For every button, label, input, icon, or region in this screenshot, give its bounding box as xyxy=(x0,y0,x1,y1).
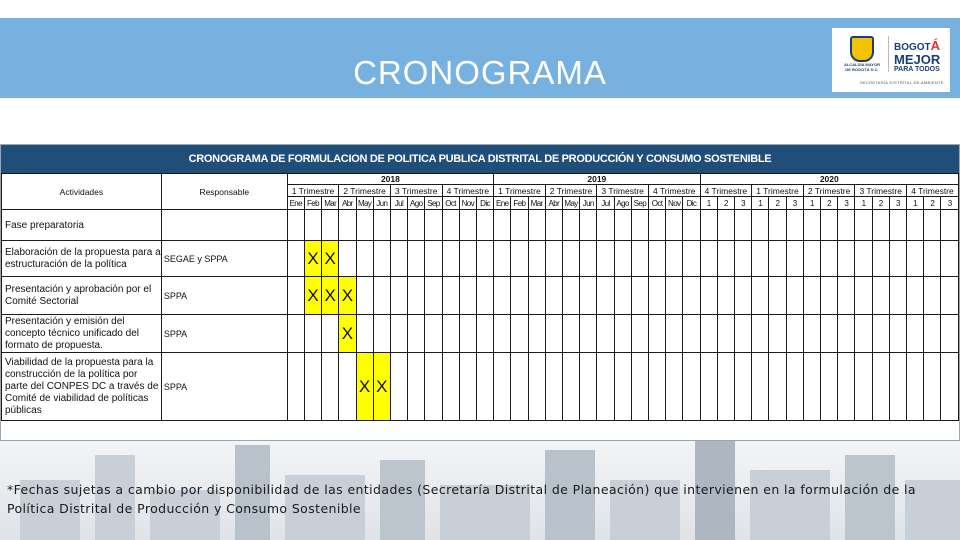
schedule-cell xyxy=(459,277,476,315)
schedule-cell xyxy=(562,277,579,315)
schedule-cell xyxy=(390,315,407,353)
schedule-cell xyxy=(752,277,769,315)
schedule-cell xyxy=(889,353,906,421)
schedule-cell xyxy=(941,241,959,277)
month-header: Feb xyxy=(511,197,528,210)
schedule-cell xyxy=(494,277,511,315)
schedule-cell xyxy=(683,241,700,277)
month-header: Abr xyxy=(545,197,562,210)
schedule-mark: X xyxy=(339,277,356,315)
schedule-cell xyxy=(803,277,820,315)
schedule-cell xyxy=(924,210,941,241)
schedule-cell xyxy=(838,315,855,353)
schedule-cell xyxy=(339,353,356,421)
schedule-cell xyxy=(408,315,425,353)
crest-icon xyxy=(850,36,874,62)
schedule-cell xyxy=(666,315,683,353)
schedule-cell xyxy=(545,210,562,241)
schedule-cell xyxy=(614,315,631,353)
schedule-cell xyxy=(597,315,614,353)
schedule-cell xyxy=(442,241,459,277)
month-header: Abr xyxy=(339,197,356,210)
schedule-cell xyxy=(356,210,373,241)
schedule-cell xyxy=(734,277,751,315)
schedule-cell xyxy=(700,277,717,315)
trimester-header: 3 Trimestre xyxy=(390,185,442,197)
schedule-cell xyxy=(666,277,683,315)
schedule-mark: X xyxy=(373,353,390,421)
schedule-cell xyxy=(734,315,751,353)
schedule-cell xyxy=(803,353,820,421)
schedule-cell xyxy=(838,241,855,277)
schedule-cell xyxy=(545,315,562,353)
schedule-cell xyxy=(511,353,528,421)
schedule-cell xyxy=(631,277,648,315)
schedule-cell xyxy=(597,210,614,241)
month-header: Dic xyxy=(683,197,700,210)
responsible-header: Responsable xyxy=(161,174,287,210)
schedule-cell xyxy=(907,241,924,277)
schedule-cell xyxy=(648,277,665,315)
schedule-cell xyxy=(855,241,872,277)
schedule-cell xyxy=(580,241,597,277)
table-row xyxy=(2,241,959,277)
schedule-cell xyxy=(752,353,769,421)
schedule-cell xyxy=(700,210,717,241)
schedule-cell xyxy=(924,277,941,315)
month-header: May xyxy=(564,198,578,208)
schedule-cell xyxy=(390,277,407,315)
schedule-cell xyxy=(838,353,855,421)
month-header: 1 xyxy=(907,197,924,210)
schedule-cell xyxy=(683,353,700,421)
schedule-cell xyxy=(648,241,665,277)
schedule-cell xyxy=(322,353,339,421)
schedule-cell xyxy=(476,315,493,353)
schedule-cell xyxy=(872,277,889,315)
schedule-cell xyxy=(373,210,390,241)
month-header: Ago xyxy=(614,197,631,210)
schedule-cell xyxy=(545,277,562,315)
responsible-cell: SEGAE y SPPA xyxy=(161,241,287,277)
schedule-cell xyxy=(683,277,700,315)
schedule-cell xyxy=(855,315,872,353)
schedule-cell xyxy=(580,353,597,421)
month-header: Mar xyxy=(528,197,545,210)
month-header: 3 xyxy=(734,197,751,210)
schedule-cell xyxy=(476,210,493,241)
month-header: Ene xyxy=(494,197,511,210)
month-header: Jun xyxy=(373,197,390,210)
schedule-cell xyxy=(459,241,476,277)
schedule-mark: X xyxy=(304,277,321,315)
schedule-cell xyxy=(562,315,579,353)
schedule-cell xyxy=(941,277,959,315)
logo-brand-line3: PARA TODOS xyxy=(894,66,940,73)
schedule-cell xyxy=(907,353,924,421)
schedule-cell xyxy=(322,210,339,241)
schedule-cell xyxy=(872,210,889,241)
schedule-cell xyxy=(631,241,648,277)
schedule-mark: X xyxy=(322,241,339,277)
schedule-cell xyxy=(476,241,493,277)
schedule-cell xyxy=(408,210,425,241)
month-header: 1 xyxy=(752,197,769,210)
schedule-cell xyxy=(425,277,442,315)
schedule-cell xyxy=(941,210,959,241)
schedule-cell xyxy=(304,353,321,421)
schedule-cell xyxy=(528,210,545,241)
schedule-cell xyxy=(614,210,631,241)
schedule-cell xyxy=(356,277,373,315)
schedule-cell xyxy=(820,315,837,353)
schedule-cell xyxy=(889,315,906,353)
table-row xyxy=(2,277,959,315)
responsible-cell: SPPA xyxy=(161,353,287,421)
month-header: Nov xyxy=(666,197,683,210)
schedule-cell xyxy=(803,210,820,241)
schedule-cell xyxy=(907,315,924,353)
schedule-cell xyxy=(717,277,734,315)
trimester-header: 2 Trimestre xyxy=(803,185,855,197)
schedule-cell xyxy=(786,315,803,353)
schedule-cell xyxy=(717,241,734,277)
schedule-cell xyxy=(786,241,803,277)
year-header: 2018 xyxy=(287,174,493,185)
schedule-cell xyxy=(459,210,476,241)
schedule-cell xyxy=(287,241,304,277)
schedule-sheet xyxy=(0,144,960,441)
month-header: Jul xyxy=(390,197,407,210)
schedule-cell xyxy=(459,353,476,421)
year-header: 2020 xyxy=(700,174,958,185)
month-header: Mar xyxy=(322,197,339,210)
table-row xyxy=(2,353,959,421)
schedule-cell xyxy=(373,315,390,353)
schedule-cell xyxy=(855,277,872,315)
trimester-header: 1 Trimestre xyxy=(752,185,804,197)
phase-responsible xyxy=(161,210,287,241)
schedule-title: CRONOGRAMA DE FORMULACION DE POLITICA PUBLICA DISTRITAL DE PRODUCCIÓN Y CONSUMO SOSTENIBLE xyxy=(1,145,959,173)
month-header: Nov xyxy=(459,197,476,210)
schedule-cell xyxy=(476,277,493,315)
month-header: Jun xyxy=(580,197,597,210)
schedule-cell xyxy=(390,210,407,241)
schedule-mark: X xyxy=(304,241,321,277)
activity-cell: Presentación y aprobación por el Comité Sectorial xyxy=(2,277,162,315)
schedule-cell xyxy=(820,277,837,315)
schedule-cell xyxy=(562,241,579,277)
month-header: Feb xyxy=(304,197,321,210)
schedule-cell xyxy=(941,315,959,353)
schedule-cell xyxy=(734,353,751,421)
schedule-cell xyxy=(769,277,786,315)
schedule-cell xyxy=(734,210,751,241)
schedule-cell xyxy=(631,210,648,241)
activity-cell: Elaboración de la propuesta para a estructuración de la política xyxy=(2,241,162,277)
schedule-cell xyxy=(528,315,545,353)
schedule-cell xyxy=(752,315,769,353)
schedule-cell xyxy=(889,210,906,241)
schedule-cell xyxy=(803,315,820,353)
schedule-cell xyxy=(562,353,579,421)
schedule-cell xyxy=(304,315,321,353)
schedule-cell xyxy=(924,241,941,277)
schedule-cell xyxy=(786,277,803,315)
schedule-cell xyxy=(769,353,786,421)
schedule-cell xyxy=(408,353,425,421)
slide-title: CRONOGRAMA xyxy=(353,54,607,91)
schedule-cell xyxy=(666,353,683,421)
logo-brand: BOGOTÁ xyxy=(894,38,941,53)
month-header: 3 xyxy=(889,197,906,210)
month-header: Ene xyxy=(287,197,304,210)
logo-divider xyxy=(888,36,889,72)
month-header: Sep xyxy=(425,197,442,210)
schedule-cell xyxy=(356,315,373,353)
schedule-cell xyxy=(580,277,597,315)
schedule-cell xyxy=(820,353,837,421)
schedule-cell xyxy=(528,353,545,421)
logo-brand-line2: MEJOR xyxy=(894,52,941,67)
trimester-header: 4 Trimestre xyxy=(648,185,700,197)
schedule-cell xyxy=(545,353,562,421)
month-header: 3 xyxy=(786,197,803,210)
month-header: 2 xyxy=(769,197,786,210)
trimester-header: 4 Trimestre xyxy=(700,185,752,197)
month-header: 3 xyxy=(941,197,959,210)
schedule-cell xyxy=(287,210,304,241)
schedule-cell xyxy=(408,241,425,277)
month-header: 1 xyxy=(700,197,717,210)
schedule-cell xyxy=(872,241,889,277)
schedule-cell xyxy=(408,277,425,315)
schedule-cell xyxy=(580,210,597,241)
schedule-cell xyxy=(786,353,803,421)
schedule-cell xyxy=(580,315,597,353)
month-header: Ago xyxy=(408,197,425,210)
schedule-cell xyxy=(717,353,734,421)
schedule-cell xyxy=(872,353,889,421)
schedule-cell xyxy=(734,241,751,277)
footnote: *Fechas sujetas a cambio por disponibilidad de las entidades (Secretaría Distrital de Planeación) que intervienen en la formulación de la Política Distrital de Producción y Consumo Sostenible xyxy=(7,482,916,516)
month-header: 1 xyxy=(803,197,820,210)
schedule-cell xyxy=(528,277,545,315)
schedule-cell xyxy=(872,315,889,353)
schedule-cell xyxy=(511,315,528,353)
schedule-cell xyxy=(287,353,304,421)
schedule-cell xyxy=(528,241,545,277)
schedule-cell xyxy=(907,210,924,241)
schedule-cell xyxy=(494,353,511,421)
trimester-header: 1 Trimestre xyxy=(494,185,546,197)
schedule-cell xyxy=(459,315,476,353)
schedule-cell xyxy=(597,353,614,421)
schedule-cell xyxy=(838,210,855,241)
schedule-cell xyxy=(700,353,717,421)
trimester-header: 3 Trimestre xyxy=(855,185,907,197)
schedule-cell xyxy=(356,241,373,277)
schedule-cell xyxy=(855,353,872,421)
schedule-cell xyxy=(442,353,459,421)
trimester-header: 2 Trimestre xyxy=(339,185,391,197)
schedule-cell xyxy=(614,277,631,315)
schedule-cell xyxy=(769,315,786,353)
schedule-cell xyxy=(562,210,579,241)
schedule-cell xyxy=(494,241,511,277)
schedule-cell xyxy=(820,210,837,241)
year-header: 2019 xyxy=(494,174,700,185)
trimester-header: 3 Trimestre xyxy=(597,185,649,197)
schedule-cell xyxy=(803,241,820,277)
schedule-cell xyxy=(648,353,665,421)
schedule-cell xyxy=(425,241,442,277)
month-header: 2 xyxy=(820,197,837,210)
schedule-cell xyxy=(855,210,872,241)
schedule-cell xyxy=(287,315,304,353)
month-header: Sep xyxy=(631,197,648,210)
logo-caption: SECRETARÍA DISTRITAL DE AMBIENTE xyxy=(860,80,944,85)
schedule-cell xyxy=(442,277,459,315)
month-header: 2 xyxy=(872,197,889,210)
schedule-cell xyxy=(769,210,786,241)
schedule-cell xyxy=(666,241,683,277)
schedule-cell xyxy=(683,210,700,241)
schedule-cell xyxy=(717,315,734,353)
month-header: Jul xyxy=(597,197,614,210)
schedule-cell xyxy=(752,210,769,241)
month-header: 1 xyxy=(855,197,872,210)
schedule-cell xyxy=(838,277,855,315)
schedule-cell xyxy=(666,210,683,241)
schedule-cell xyxy=(631,353,648,421)
schedule-cell xyxy=(373,277,390,315)
phase-label: Fase preparatoria xyxy=(2,210,162,241)
month-header: Dic xyxy=(476,197,493,210)
schedule-cell xyxy=(545,241,562,277)
schedule-cell xyxy=(494,315,511,353)
month-header: Oct xyxy=(648,197,665,210)
schedule-cell xyxy=(442,210,459,241)
schedule-cell xyxy=(287,277,304,315)
crest-caption: ALCALDÍA MAYOR DE BOGOTÁ D.C. xyxy=(844,62,880,72)
month-header: 2 xyxy=(717,197,734,210)
schedule-cell xyxy=(597,277,614,315)
schedule-cell xyxy=(752,241,769,277)
schedule-cell xyxy=(700,241,717,277)
schedule-cell xyxy=(820,241,837,277)
schedule-cell xyxy=(924,353,941,421)
activities-header: Actividades xyxy=(2,174,162,210)
responsible-cell: SPPA xyxy=(161,277,287,315)
schedule-cell xyxy=(339,210,356,241)
trimester-header: 4 Trimestre xyxy=(442,185,494,197)
schedule-cell xyxy=(769,241,786,277)
month-header: Oct xyxy=(442,197,459,210)
schedule-cell xyxy=(476,353,493,421)
schedule-cell xyxy=(700,315,717,353)
bogota-logo xyxy=(832,28,950,92)
schedule-cell xyxy=(511,210,528,241)
schedule-cell xyxy=(425,353,442,421)
schedule-mark: X xyxy=(322,277,339,315)
slide-header xyxy=(0,18,960,98)
schedule-cell xyxy=(648,210,665,241)
schedule-cell xyxy=(786,210,803,241)
month-header: May xyxy=(357,198,372,208)
table-row xyxy=(2,315,959,353)
schedule-cell xyxy=(683,315,700,353)
schedule-cell xyxy=(941,353,959,421)
schedule-cell xyxy=(511,277,528,315)
schedule-mark: X xyxy=(339,315,356,353)
trimester-header: 2 Trimestre xyxy=(545,185,597,197)
schedule-cell xyxy=(889,241,906,277)
schedule-cell xyxy=(717,210,734,241)
trimester-header: 1 Trimestre xyxy=(287,185,339,197)
schedule-cell xyxy=(614,353,631,421)
schedule-cell xyxy=(511,241,528,277)
schedule-cell xyxy=(442,315,459,353)
schedule-cell xyxy=(631,315,648,353)
trimester-header: 4 Trimestre xyxy=(907,185,959,197)
schedule-cell xyxy=(373,241,390,277)
schedule-cell xyxy=(648,315,665,353)
schedule-cell xyxy=(339,241,356,277)
month-header: 3 xyxy=(838,197,855,210)
schedule-cell xyxy=(322,315,339,353)
schedule-table xyxy=(1,173,959,421)
schedule-cell xyxy=(304,210,321,241)
schedule-cell xyxy=(425,210,442,241)
schedule-cell xyxy=(390,241,407,277)
schedule-cell xyxy=(907,277,924,315)
schedule-cell xyxy=(614,241,631,277)
schedule-cell xyxy=(425,315,442,353)
responsible-cell: SPPA xyxy=(161,315,287,353)
activity-cell: Viabilidad de la propuesta para la construcción de la política por parte del CONPES DC a través de Comité de viabilidad de políticas públicas xyxy=(2,353,162,421)
schedule-cell xyxy=(889,277,906,315)
schedule-cell xyxy=(597,241,614,277)
schedule-mark: X xyxy=(356,353,373,421)
month-header: 2 xyxy=(924,197,941,210)
schedule-cell xyxy=(494,210,511,241)
schedule-cell xyxy=(390,353,407,421)
schedule-cell xyxy=(924,315,941,353)
activity-cell: Presentación y emisión del concepto técnico unificado del formato de propuesta. xyxy=(2,315,162,353)
